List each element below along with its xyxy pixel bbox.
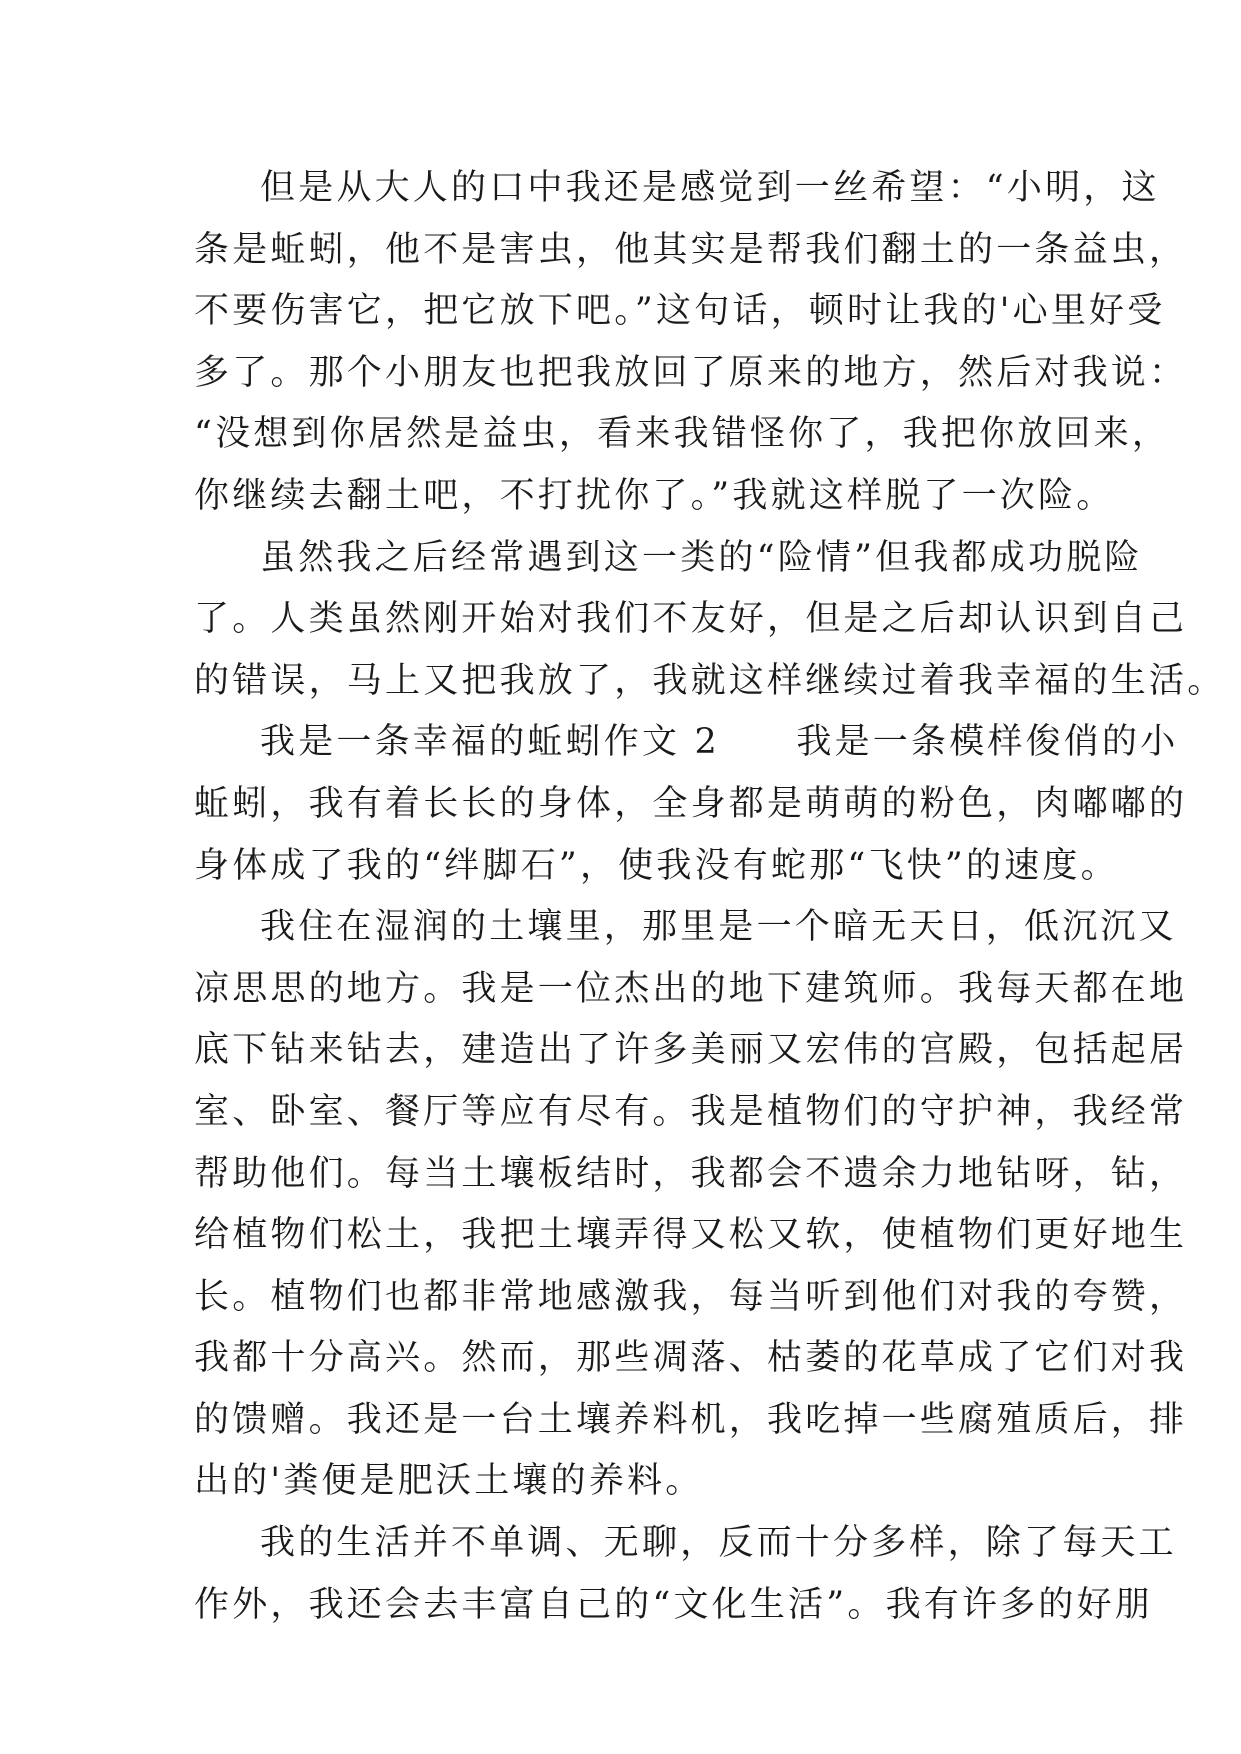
text-line: 你继续去翻土吧，不打扰你了。”我就这样脱了一次险。: [194, 475, 1115, 516]
text-line: 蚯蚓，我有着长长的身体，全身都是萌萌的粉色，肉嘟嘟的: [194, 783, 1188, 824]
text-line: 作外，我还会去丰富自己的“文化生活”。我有许多的好朋: [194, 1584, 1153, 1625]
text-line: 身体成了我的“绊脚石”，使我没有蛇那“飞快”的速度。: [194, 845, 1119, 886]
text-line: 给植物们松土，我把土壤弄得又松又软，使植物们更好地生: [194, 1215, 1188, 1256]
text-line: 我是一条幸福的蚯蚓作文 2 我是一条模样俊俏的小: [260, 722, 1179, 763]
text-line: 条是蚯蚓，他不是害虫，他其实是帮我们翻土的一条益虫，: [194, 229, 1188, 270]
text-line: 室、卧室、餐厅等应有尽有。我是植物们的守护神，我经常: [194, 1091, 1188, 1132]
text-line: 我住在湿润的土壤里，那里是一个暗无天日，低沉沉又: [260, 907, 1177, 948]
text-line: 多了。那个小朋友也把我放回了原来的地方，然后对我说：: [194, 352, 1188, 393]
text-line: 了。人类虽然刚开始对我们不友好，但是之后却认识到自己: [194, 599, 1188, 640]
text-line: 虽然我之后经常遇到这一类的“险情”但我都成功脱险: [260, 537, 1143, 578]
text-line: 长。植物们也都非常地感激我，每当听到他们对我的夸赞，: [194, 1276, 1188, 1317]
text-line: 但是从大人的口中我还是感觉到一丝希望：“小明，这: [260, 168, 1160, 208]
text-line: 的馈赠。我还是一台土壤养料机，我吃掉一些腐殖质后，排: [194, 1399, 1188, 1440]
text-line: 底下钻来钻去，建造出了许多美丽又宏伟的宫殿，包括起居: [194, 1030, 1188, 1071]
body-text: [194, 158, 1226, 1636]
text-line: 凉思思的地方。我是一位杰出的地下建筑师。我每天都在地: [194, 968, 1188, 1009]
text-line: 我的生活并不单调、无聊，反而十分多样，除了每天工: [260, 1523, 1177, 1564]
text-line: 不要伤害它，把它放下吧。”这句话，顿时让我的'心里好受: [194, 291, 1166, 332]
text-line: 的错误，马上又把我放了，我就这样继续过着我幸福的生活。: [194, 660, 1226, 701]
text-line: 帮助他们。每当土壤板结时，我都会不遗余力地钻呀，钻，: [194, 1153, 1188, 1194]
text-line: 我都十分高兴。然而，那些凋落、枯萎的花草成了它们对我: [194, 1338, 1188, 1379]
text-line: 出的'粪便是肥沃土壤的养料。: [194, 1461, 704, 1502]
text-line: “没想到你居然是益虫，看来我错怪你了，我把你放回来，: [194, 414, 1171, 455]
